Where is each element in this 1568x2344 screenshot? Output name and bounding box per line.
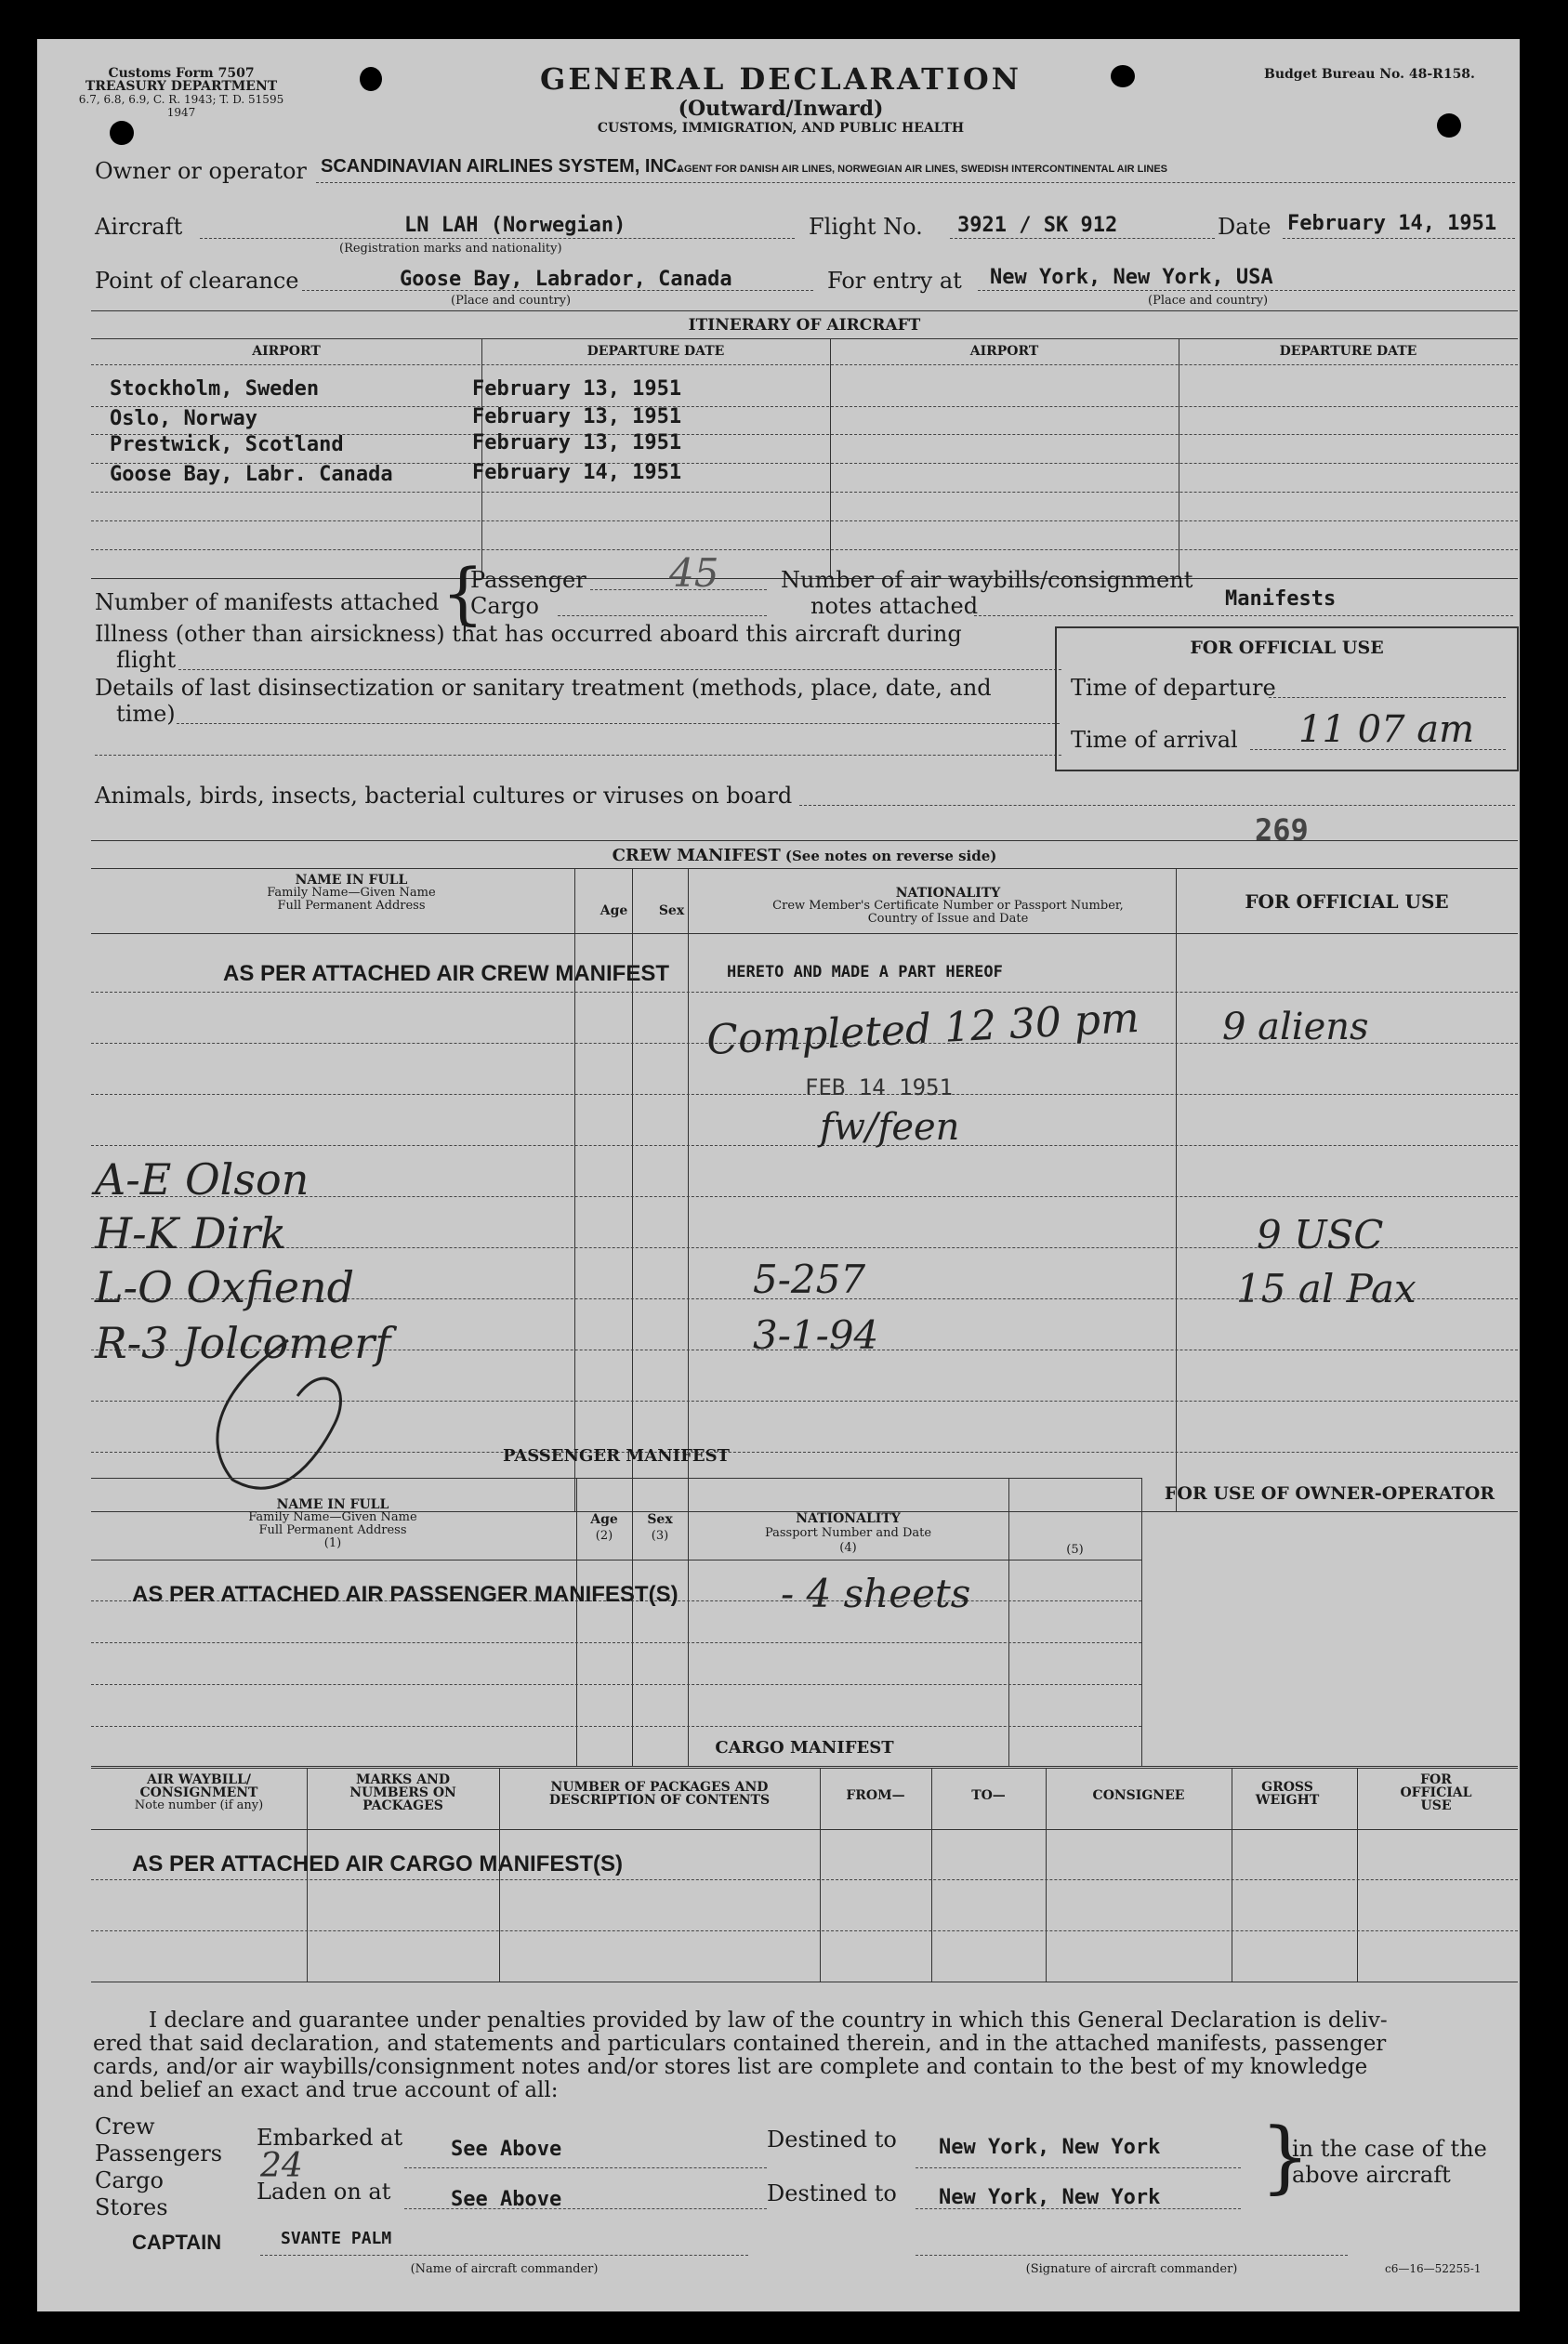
passenger-col-nat [688,1511,1008,1556]
passenger-col-age [576,1511,632,1545]
crew-signature-3: L-O Oxfiend [95,1262,355,1312]
punch-hole [1437,113,1461,138]
declaration-passengers: Passengers [95,2140,223,2166]
passenger-col-nat-2: Passport Number and Date [764,1526,932,1540]
date-value: February 14, 1951 [1287,212,1497,235]
arrival-time-label: Time of arrival [1071,727,1238,753]
entry-label: For entry at [827,268,962,294]
crew-col-nat-1: NATIONALITY [895,886,1001,901]
declaration-cargo: Cargo [95,2167,164,2193]
crew-col-name-2: Family Name—Given Name [267,886,436,900]
captain-name-note: (Name of aircraft commander) [410,2262,599,2276]
page-subtitle-2: CUSTOMS, IMMIGRATION, AND PUBLIC HEALTH [597,121,965,136]
crew-pax-hand: 15 al Pax [1236,1266,1416,1311]
itinerary-date: February 14, 1951 [472,461,682,484]
declaration-line-1: I declare and guarantee under penalties provided by law of the country in which this General Declaration is deliv- [149,2008,1388,2033]
crew-as-per-type: HERETO AND MADE A PART HEREOF [727,963,1003,981]
passenger-col-sex [632,1511,688,1545]
captain-signature-note: (Signature of aircraft commander) [1025,2262,1238,2276]
crew-title: CREW MANIFEST [612,846,781,865]
regs-label: 6.7, 6.8, 6.9, C. R. 1943; T. D. 51595 [78,93,284,106]
cargo-col-8b: OFFICIAL [1400,1785,1472,1800]
embarked-value: See Above [451,2138,562,2161]
captain-name: SVANTE PALM [281,2229,392,2248]
itinerary-date: February 13, 1951 [472,431,682,454]
declaration-crew: Crew [95,2114,155,2140]
cargo-col-3b: DESCRIPTION OF CONTENTS [548,1793,771,1808]
passenger-col-n4: (4) [839,1541,857,1555]
passenger-col-n1: (1) [323,1536,342,1550]
itinerary-col-airport-2: AIRPORT [969,344,1039,359]
owner-label: Owner or operator [95,158,307,184]
official-use-title: FOR OFFICIAL USE [1190,638,1384,658]
animals-label: Animals, birds, insects, bacterial cultures or viruses on board [95,783,793,809]
crew-number-hand-1: 5-257 [753,1257,866,1302]
form-code: c6—16—52255-1 [1385,2262,1482,2275]
passenger-col-name-1: NAME IN FULL [276,1497,389,1512]
clearance-value: Goose Bay, Labrador, Canada [400,268,732,291]
cargo-col-1 [91,1773,307,1812]
waybills-label-1: Number of air waybills/consignment [781,567,1193,593]
passenger-label: Passenger [470,567,586,593]
passenger-col-nat-1: NATIONALITY [796,1511,901,1526]
cargo-col-7a: GROSS [1261,1780,1313,1795]
cargo-col-weight [1232,1781,1343,1807]
passenger-col-sex-label: Sex [647,1512,673,1527]
cargo-col-2c: PACKAGES [362,1798,443,1813]
cargo-col-2b: NUMBERS ON [349,1785,456,1800]
manifests-label: Number of manifests attached [95,589,440,615]
passenger-col-n2: (2) [595,1529,613,1543]
cargo-col-2a: MARKS AND [356,1772,450,1787]
crew-col-sex: Sex [658,903,685,918]
declaration-form [37,39,1520,2311]
owner-operator-use: FOR USE OF OWNER-OPERATOR [1164,1483,1496,1504]
year-label: 1947 [166,106,196,119]
crew-title-block [91,846,1518,865]
declaration-text [93,2009,1388,2102]
itinerary-airport: Goose Bay, Labr. Canada [110,463,393,486]
crew-col-official: FOR OFFICIAL USE [1245,890,1449,913]
passenger-hand: 45 [669,550,719,596]
disinsect-line-2: time) [116,701,176,727]
passenger-col-n3: (3) [651,1529,669,1543]
clearance-note: (Place and country) [451,294,572,308]
laden-label: Laden on at [257,2179,391,2205]
cargo-title: CARGO MANIFEST [715,1738,894,1758]
passenger-sheets-hand: - 4 sheets [781,1571,971,1616]
passenger-title: PASSENGER MANIFEST [503,1446,730,1466]
cargo-col-official [1357,1773,1515,1812]
punch-hole [1111,65,1135,87]
crew-col-name [91,874,612,913]
aircraft-label: Aircraft [95,214,183,240]
treasury-label: TREASURY DEPARTMENT [85,79,278,94]
cargo-as-per: AS PER ATTACHED AIR CARGO MANIFEST(S) [132,1851,623,1877]
declaration-hand-num: 24 [260,2147,303,2185]
entry-note: (Place and country) [1148,294,1269,308]
flight-value: 3921 / SK 912 [957,214,1118,237]
disinsect-line-1: Details of last disinsectization or sanitary treatment (methods, place, date, and [95,675,992,701]
in-case-label: in the case of the [1292,2136,1487,2162]
above-aircraft-label: above aircraft [1292,2162,1451,2188]
cargo-col-1c: Note number (if any) [134,1798,264,1812]
entry-value: New York, New York, USA [990,266,1273,289]
laden-value: See Above [451,2188,562,2211]
punch-hole [360,67,382,91]
waybills-label-2: notes attached [810,593,979,619]
departure-time-label: Time of departure [1071,675,1276,701]
cargo-col-8a: FOR [1420,1772,1452,1787]
crew-col-nat-3: Country of Issue and Date [867,912,1029,926]
official-use-box [1055,626,1519,771]
signature-flourish [177,1322,409,1508]
aircraft-note: (Registration marks and nationality) [339,242,562,256]
budget-number: Budget Bureau No. 48-R158. [1264,67,1475,82]
crew-col-name-3: Full Permanent Address [277,899,426,913]
stamp-number: 269 [1255,812,1309,848]
owner-agent: AGENT FOR DANISH AIR LINES, NORWEGIAN AIR LINES, SWEDISH INTERCONTINENTAL AIR LINES [677,164,1168,175]
passenger-col-age-label: Age [590,1512,618,1527]
destined-value-2: New York, New York [939,2186,1161,2209]
itinerary-date: February 13, 1951 [472,377,682,401]
crew-initials-hand: fw/feen [820,1106,960,1149]
arrival-time-hand: 11 07 am [1298,708,1475,751]
clearance-label: Point of clearance [95,268,299,294]
cargo-col-1a: AIR WAYBILL/ [146,1772,252,1787]
crew-col-age: Age [600,903,628,918]
embarked-label: Embarked at [257,2125,403,2151]
declaration-stores: Stores [95,2194,168,2220]
cargo-col-7b: WEIGHT [1255,1793,1320,1808]
cargo-col-1b: CONSIGNMENT [139,1785,258,1800]
itinerary-date: February 13, 1951 [472,405,682,428]
flight-label: Flight No. [809,214,923,240]
crew-title-note: (See notes on reverse side) [784,848,997,864]
destined-label-2: Destined to [767,2180,897,2206]
aircraft-value: LN LAH (Norwegian) [404,214,626,237]
brace-icon: { [441,554,484,632]
crew-usc-hand: 9 USC [1257,1212,1384,1258]
date-label: Date [1218,214,1272,240]
itinerary-airport: Prestwick, Scotland [110,433,344,456]
crew-col-name-1: NAME IN FULL [295,873,408,888]
crew-number-hand-2: 3-1-94 [753,1312,879,1358]
itinerary-title: ITINERARY OF AIRCRAFT [688,316,921,335]
page-subtitle: (Outward/Inward) [678,97,884,121]
declaration-line-4: and belief an exact and true account of all: [93,2078,559,2102]
crew-col-nat [688,887,1208,926]
destined-value-1: New York, New York [939,2136,1161,2159]
itinerary-col-departure: DEPARTURE DATE [586,344,725,359]
crew-col-nat-2: Crew Member's Certificate Number or Passport Number, [772,899,1124,913]
illness-line-2: flight [116,647,177,673]
cargo-col-to: TO— [971,1788,1006,1803]
customs-form-block [74,67,288,119]
cargo-col-2 [307,1773,499,1812]
waybills-value: Manifests [1225,587,1337,611]
cargo-col-from: FROM— [846,1788,905,1803]
itinerary-airport: Oslo, Norway [110,407,257,430]
cargo-col-8c: USE [1420,1798,1452,1813]
crew-signature-1: A-E Olson [95,1154,310,1205]
crew-completed-hand: Completed 12 30 pm [705,994,1140,1065]
customs-form-label: Customs Form 7507 [108,66,255,81]
cargo-col-3 [499,1781,820,1807]
crew-signature-2: H-K Dirk [95,1208,287,1258]
illness-line-1: Illness (other than airsickness) that has occurred aboard this aircraft during [95,621,962,647]
crew-aliens-hand: 9 aliens [1222,1006,1369,1048]
passenger-col-name [91,1498,574,1550]
passenger-as-per: AS PER ATTACHED AIR PASSENGER MANIFEST(S) [132,1582,679,1607]
page-title: GENERAL DECLARATION [540,61,1021,97]
passenger-col-name-2: Family Name—Given Name [248,1510,417,1524]
captain-label: CAPTAIN [132,2231,222,2254]
itinerary-col-departure-2: DEPARTURE DATE [1279,344,1417,359]
passenger-col-n5: (5) [1066,1543,1084,1557]
declaration-line-3: cards, and/or air waybills/consignment notes and/or stores list are complete and contain to the best of my knowledge [93,2055,1368,2079]
title-block [520,61,1041,136]
punch-hole [110,121,134,145]
passenger-col-name-3: Full Permanent Address [258,1523,407,1537]
crew-signature-4: R-3 Jolcomerf [95,1318,391,1368]
cargo-label: Cargo [470,593,539,619]
cargo-col-consignee: CONSIGNEE [1092,1788,1185,1803]
cargo-col-3a: NUMBER OF PACKAGES AND [550,1780,769,1795]
declaration-line-2: ered that said declaration, and statements and particulars contained therein, and in the attached manifests, passenger [93,2032,1387,2056]
crew-as-per: AS PER ATTACHED AIR CREW MANIFEST [223,961,669,986]
brace-right-icon: } [1260,2111,1311,2202]
declaration-categories [95,2114,222,2221]
owner-name: SCANDINAVIAN AIRLINES SYSTEM, INC. [321,156,682,177]
destined-label-1: Destined to [767,2127,897,2153]
itinerary-airport: Stockholm, Sweden [110,377,320,401]
crew-date-stamp: FEB 14 1951 [805,1074,953,1100]
itinerary-col-airport: AIRPORT [252,344,321,359]
